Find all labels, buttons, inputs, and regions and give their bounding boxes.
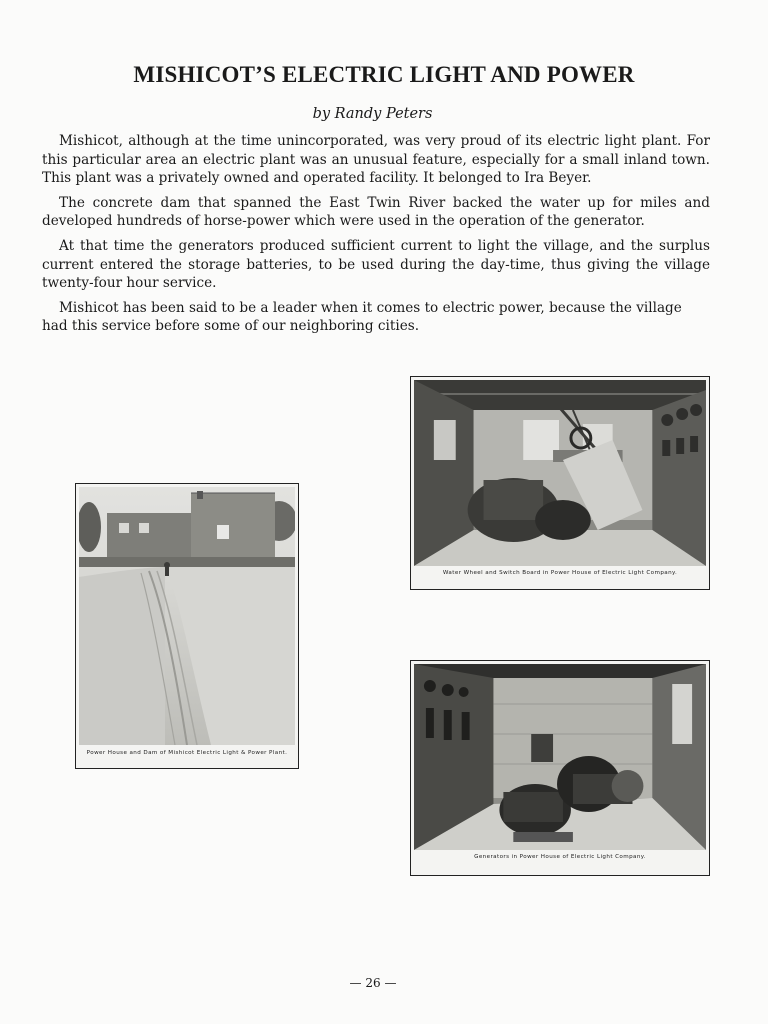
article-byline: by Randy Peters <box>312 106 433 122</box>
page-number: — 26 — <box>349 976 397 990</box>
photo-power-house-dam <box>75 483 299 769</box>
article-title: MISHICOT’S ELECTRIC LIGHT AND POWER <box>133 62 635 87</box>
article-body <box>42 132 710 342</box>
water-wheel-photo-image <box>414 380 706 566</box>
paragraph-4: Mishicot has been said to be a leader when it comes to electric power, because the village had this service before some of our neighboring cities. <box>42 299 682 335</box>
paragraph-2: The concrete dam that spanned the East Twin River backed the water up for miles and developed hundreds of horse-power which were used in the operation of the generator. <box>42 194 710 230</box>
water-wheel-photo-caption: Water Wheel and Switch Board in Power House of Electric Light Company. <box>442 570 678 576</box>
generators-photo-caption: Generators in Power House of Electric Light Company. <box>474 854 646 860</box>
dam-photo-caption: Power House and Dam of Mishicot Electric Light & Power Plant. <box>86 750 288 756</box>
dam-photo-image <box>79 487 295 745</box>
generators-photo-image <box>414 664 706 850</box>
photo-water-wheel-switchboard <box>410 376 710 590</box>
photo-generators <box>410 660 710 876</box>
paragraph-1: Mishicot, although at the time unincorporated, was very proud of its electric light plant. For this particular area an electric plant was an unusual feature, especially for a small inland town. This plant was a privately owned and operated facility. It belonged to Ira Beyer. <box>42 133 710 187</box>
paragraph-3: At that time the generators produced sufficient current to light the village, and the surplus current entered the storage batteries, to be used during the day-time, thus giving the village twenty-four hour service. <box>42 237 710 292</box>
